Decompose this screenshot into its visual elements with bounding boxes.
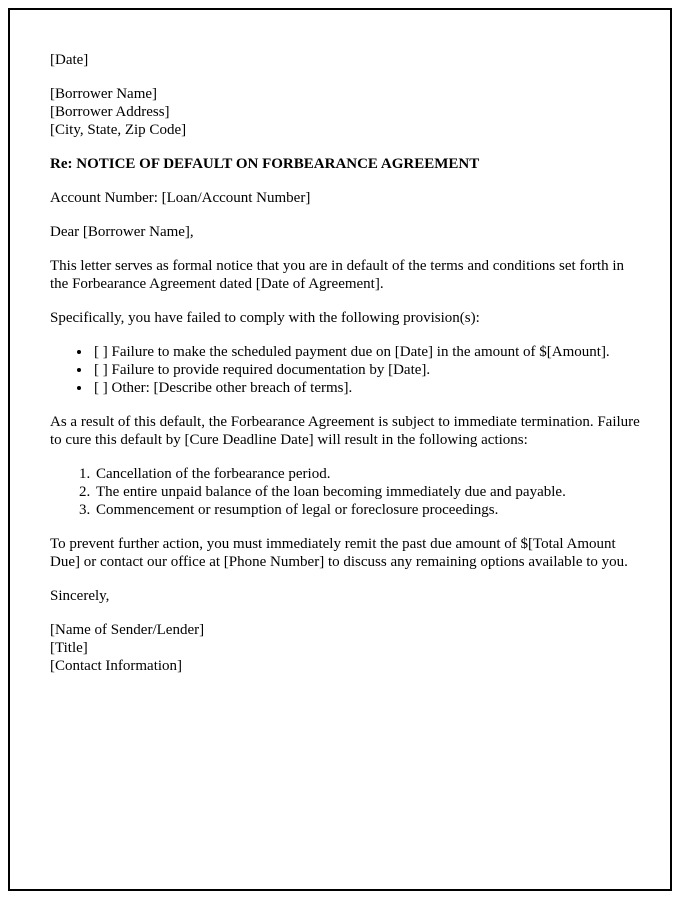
recipient-city-state-zip: [City, State, Zip Code] — [50, 122, 187, 138]
recipient-address-block — [50, 85, 645, 139]
provisions-list — [50, 343, 645, 397]
provisions-lead-paragraph: Specifically, you have failed to comply with the following provision(s): — [50, 310, 480, 326]
recipient-name: [Borrower Name] — [50, 86, 158, 102]
recipient-address: [Borrower Address] — [50, 104, 170, 120]
sender-name: [Name of Sender/Lender] — [50, 622, 205, 638]
remedy-paragraph: To prevent further action, you must immediately remit the past due amount of $[Total Amount Due] or contact our office at [Phone Number] to discuss any remaining options available to you. — [50, 536, 628, 570]
intro-paragraph: This letter serves as formal notice that you are in default of the terms and conditions set forth in the Forbearance Agreement dated [Date of Agreement]. — [50, 258, 624, 292]
provision-item: • [ ] Other: [Describe other breach of terms]. — [92, 379, 645, 397]
sender-contact: [Contact Information] — [50, 658, 183, 674]
consequences-paragraph: As a result of this default, the Forbearance Agreement is subject to immediate termination. Failure to cure this default by [Cure Deadline Date] will result in the following actions: — [50, 414, 640, 448]
action-item: 3. Commencement or resumption of legal or foreclosure proceedings. — [94, 501, 645, 519]
actions-list — [50, 465, 645, 519]
letter-page — [8, 8, 672, 891]
action-item: 1. Cancellation of the forbearance period. — [94, 465, 645, 483]
account-number-line: Account Number: [Loan/Account Number] — [50, 190, 311, 206]
sender-title: [Title] — [50, 640, 88, 656]
subject-line: Re: NOTICE OF DEFAULT ON FORBEARANCE AGREEMENT — [50, 156, 480, 172]
closing-line: Sincerely, — [50, 588, 110, 604]
salutation: Dear [Borrower Name], — [50, 224, 194, 240]
action-item: 2. The entire unpaid balance of the loan becoming immediately due and payable. — [94, 483, 645, 501]
signature-block — [50, 621, 645, 675]
provision-item: • [ ] Failure to make the scheduled payment due on [Date] in the amount of $[Amount]. — [92, 343, 645, 361]
provision-item: • [ ] Failure to provide required documentation by [Date]. — [92, 361, 645, 379]
date-line: [Date] — [50, 52, 89, 68]
